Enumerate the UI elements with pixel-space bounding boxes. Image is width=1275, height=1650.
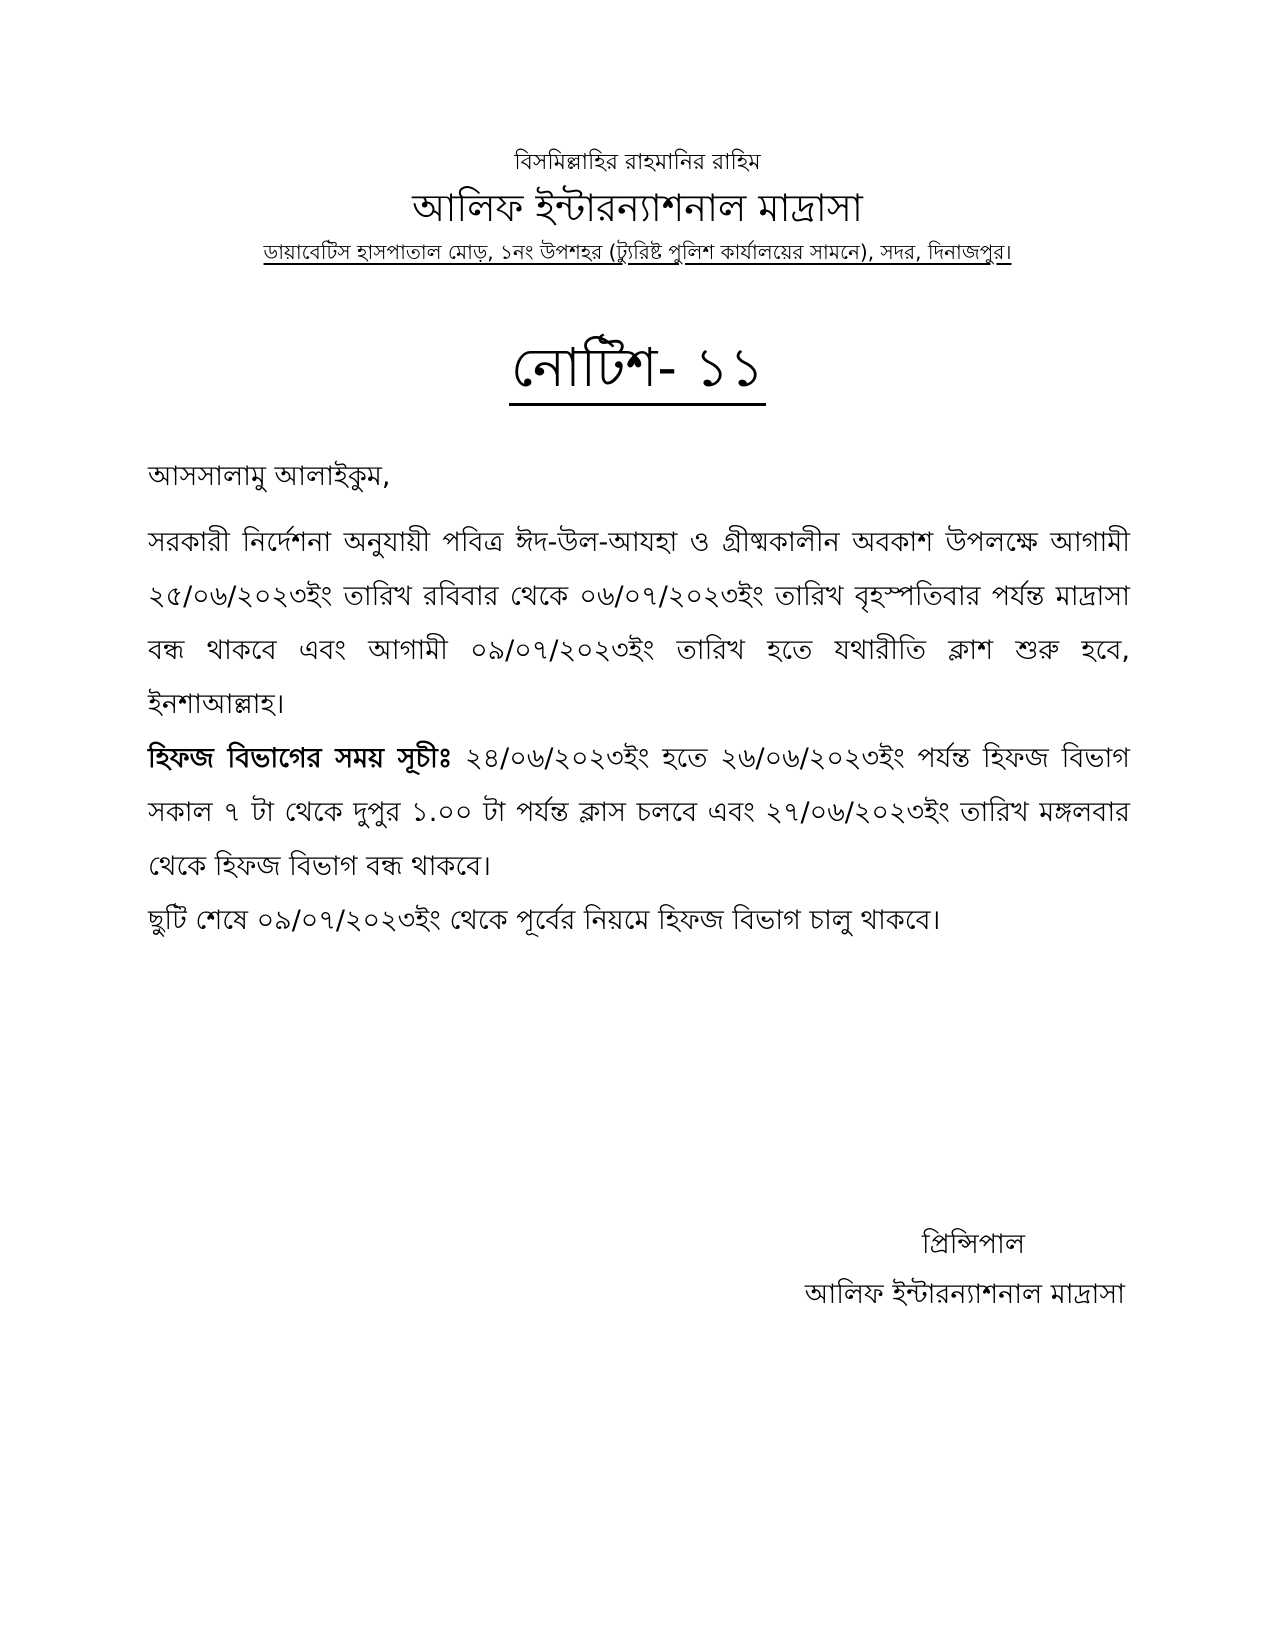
organization-address: ডায়াবেটিস হাসপাতাল মোড়, ১নং উপশহর (ট্যুরিষ্ট পুলিশ কার্যালয়ের সামনে), সদর, দিনাজপুর। [263, 240, 1012, 264]
bismillah-line: বিসমিল্লাহির রাহমানির রাহিম [514, 150, 761, 175]
hifz-schedule-label: হিফজ বিভাগের সময় সূচীঃ [148, 743, 453, 774]
letterhead [0, 148, 1275, 266]
signature-organization: আলিফ ইন্টারন্যাশনাল মাদ্রাসা [804, 1279, 1125, 1310]
organization-name: আলিফ ইন্টারন্যাশনাল মাদ্রাসা [412, 186, 863, 230]
notice-body [148, 450, 1130, 948]
resume-paragraph: ছুটি শেষে ০৯/০৭/২০২৩ইং থেকে পূর্বের নিয়মে হিফজ বিভাগ চালু থাকবে। [148, 905, 941, 936]
signature-title: প্রিন্সিপাল [921, 1229, 1025, 1260]
signature-block [805, 1220, 1125, 1320]
notice-title: নোটিশ- ১১ [509, 335, 766, 406]
notice-title-block [0, 335, 1275, 406]
holiday-paragraph: সরকারী নির্দেশনা অনুযায়ী পবিত্র ঈদ-উল-আযহা ও গ্রীষ্মকালীন অবকাশ উপলক্ষে আগামী ২৫/০৬/২০২৩ইং তারিখ রবিবার থেকে ০৬/০৭/২০২৩ইং তারিখ বৃহস্পতিবার পর্যন্ত মাদ্রাসা বন্ধ থাকবে এবং আগামী ০৯/০৭/২০২৩ইং তারিখ হতে যথারীতি ক্লাশ শুরু হবে, ইনশাআল্লাহ। [148, 527, 1130, 720]
greeting: আসসালামু আলাইকুম, [148, 461, 391, 492]
hifz-schedule-text: ২৪/০৬/২০২৩ইং হতে ২৬/০৬/২০২৩ইং পর্যন্ত হিফজ বিভাগ সকাল ৭ টা থেকে দুপুর ১.০০ টা পর্যন্ত ক্লাস চলবে এবং ২৭/০৬/২০২৩ইং তারিখ মঙ্গলবার থেকে হিফজ বিভাগ বন্ধ থাকবে। [148, 743, 1130, 882]
hifz-schedule-paragraph [148, 732, 1130, 894]
